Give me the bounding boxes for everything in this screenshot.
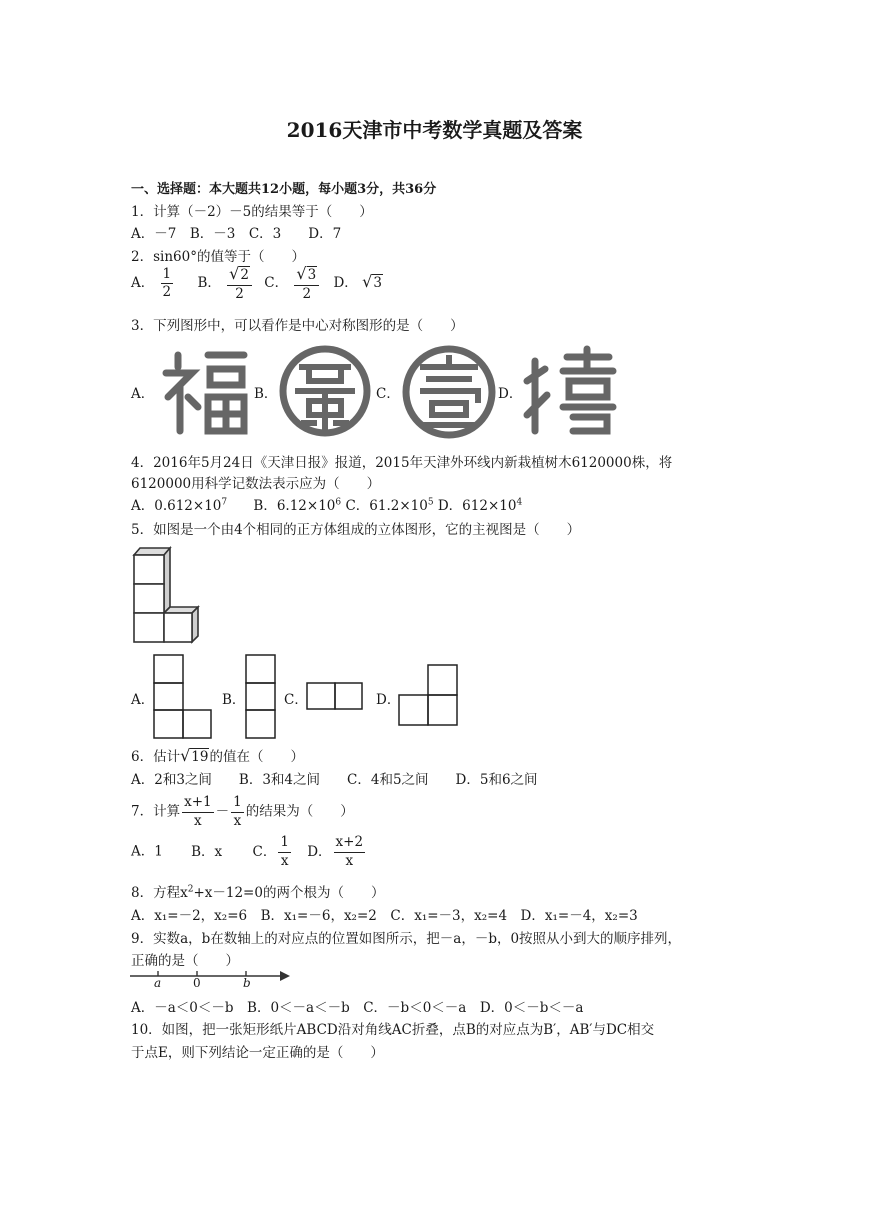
question-1-stem: 1．计算（－2）－5的结果等于（ ） bbox=[131, 204, 373, 220]
option-a-view bbox=[153, 654, 213, 740]
question-1-options: A．－7 B．－3 C．3 D．7 bbox=[131, 226, 342, 242]
question-4-options: A．$0.612\times 10^7$ B．$6.12\times 10^6$ C．$61.2\times 10^5$ D．$612\times 10^4$ bbox=[131, 497, 523, 514]
option-b: B．6.12×10 bbox=[253, 498, 336, 514]
section-heading: 一、选择题：本大题共12小题，每小题3分，共36分 bbox=[131, 182, 437, 197]
number-line-label-b: b bbox=[243, 976, 251, 990]
option-d-view bbox=[398, 664, 460, 728]
question-2-stem: 2．sin60°的值等于（ ） bbox=[131, 249, 305, 265]
fraction-root3-over-2: $\frac{√3}{2}$ bbox=[294, 266, 319, 301]
cube-stack-figure bbox=[130, 545, 202, 645]
sqrt-nineteen: √19 bbox=[180, 746, 209, 765]
question-8-stem: 8．方程$x^2+x-12=0$的两个根为（ ） bbox=[131, 884, 385, 901]
option-d-label: D． bbox=[333, 275, 358, 291]
question-9-stem-line1: 9．实数a，b在数轴上的对应点的位置如图所示，把－a，－b，0按照从小到大的顺序排列， bbox=[131, 931, 682, 947]
seal-xi-image bbox=[402, 345, 496, 439]
option-c-label: C． bbox=[376, 386, 400, 402]
fraction-x-plus-2-over-x: $\frac{x+2}{x}$ bbox=[335, 834, 364, 869]
question-10-stem-line1: 10．如图，把一张矩形纸片ABCD沿对角线AC折叠，点B的对应点为B′，AB′与DC相交 bbox=[131, 1022, 655, 1038]
option-a-label: A． bbox=[131, 692, 155, 708]
question-5-stem: 5．如图是一个由4个相同的正方体组成的立体图形，它的主视图是（ ） bbox=[131, 522, 581, 538]
question-3-stem: 3．下列图形中，可以看作是中心对称图形的是（ ） bbox=[131, 318, 464, 334]
fraction-1-over-x-option: $\frac{1}{x}$ bbox=[280, 834, 289, 869]
question-9-stem-line2: 正确的是（ ） bbox=[131, 953, 239, 969]
page-title: 2016天津市中考数学真题及答案 bbox=[286, 118, 583, 142]
seal-fu-image bbox=[158, 345, 250, 437]
number-line-label-a: a bbox=[154, 976, 162, 990]
option-c-label: C． bbox=[284, 692, 308, 708]
option-b-label: B． bbox=[222, 692, 246, 708]
sqrt-three: √3 bbox=[362, 272, 382, 291]
option-a-label: A． bbox=[131, 386, 155, 402]
question-9-options: A．－a＜0＜－b B．0＜－a＜－b C．－b＜0＜－a D．0＜－b＜－a bbox=[131, 1000, 584, 1016]
option-d-label: D． bbox=[376, 692, 401, 708]
seal-shou-image bbox=[279, 345, 371, 437]
option-d-label: D． bbox=[498, 386, 523, 402]
option-b-label: B． bbox=[254, 386, 278, 402]
question-10-stem-line2: 于点E，则下列结论一定正确的是（ ） bbox=[131, 1045, 384, 1061]
question-2-options bbox=[131, 266, 383, 301]
option-b-view bbox=[245, 654, 279, 740]
question-4-stem-line2: 6120000用科学记数法表示应为（ ） bbox=[131, 476, 381, 492]
question-7-stem: 7．计算 $\frac{x+1}{x}$ － $\frac{1}{x}$ 的结果为（ ） bbox=[131, 794, 354, 829]
question-6-stem: 6．估计√19的值在（ ） bbox=[131, 746, 304, 765]
option-c-label: C． bbox=[264, 275, 289, 291]
option-c-view bbox=[306, 682, 364, 712]
number-line-label-0: 0 bbox=[193, 976, 201, 990]
question-6-options: A．2和3之间 B．3和4之间 C．4和5之间 D．5和6之间 bbox=[131, 772, 538, 788]
option-c: C．61.2×10 bbox=[345, 498, 428, 514]
question-7-options: A．1 B．x C． $\frac{1}{x}$ D． $\frac{x+2}{x}$ bbox=[131, 834, 364, 869]
seal-shou-script-image bbox=[523, 345, 617, 439]
question-4-stem-line1: 4．2016年5月24日《天津日报》报道，2015年天津外环线内新栽植树木6120000株，将 bbox=[131, 455, 673, 471]
option-d: D．612×10 bbox=[437, 498, 517, 514]
question-8-options: A．x₁=－2，x₂=6 B．x₁=－6，x₂=2 C．x₁=－3，x₂=4 D．x₁=－4，x₂=3 bbox=[131, 908, 638, 924]
option-b-label: B． bbox=[197, 275, 221, 291]
fraction-root2-over-2: $\frac{√2}{2}$ bbox=[227, 266, 252, 301]
option-a-label: A． bbox=[131, 275, 155, 291]
fraction-1-over-x: $\frac{1}{x}$ bbox=[233, 794, 242, 829]
fraction-one-half: $\frac{1}{2}$ bbox=[162, 265, 172, 300]
option-a: A．0.612×10 bbox=[131, 498, 222, 514]
fraction-x-plus-1-over-x: $\frac{x+1}{x}$ bbox=[184, 794, 212, 829]
